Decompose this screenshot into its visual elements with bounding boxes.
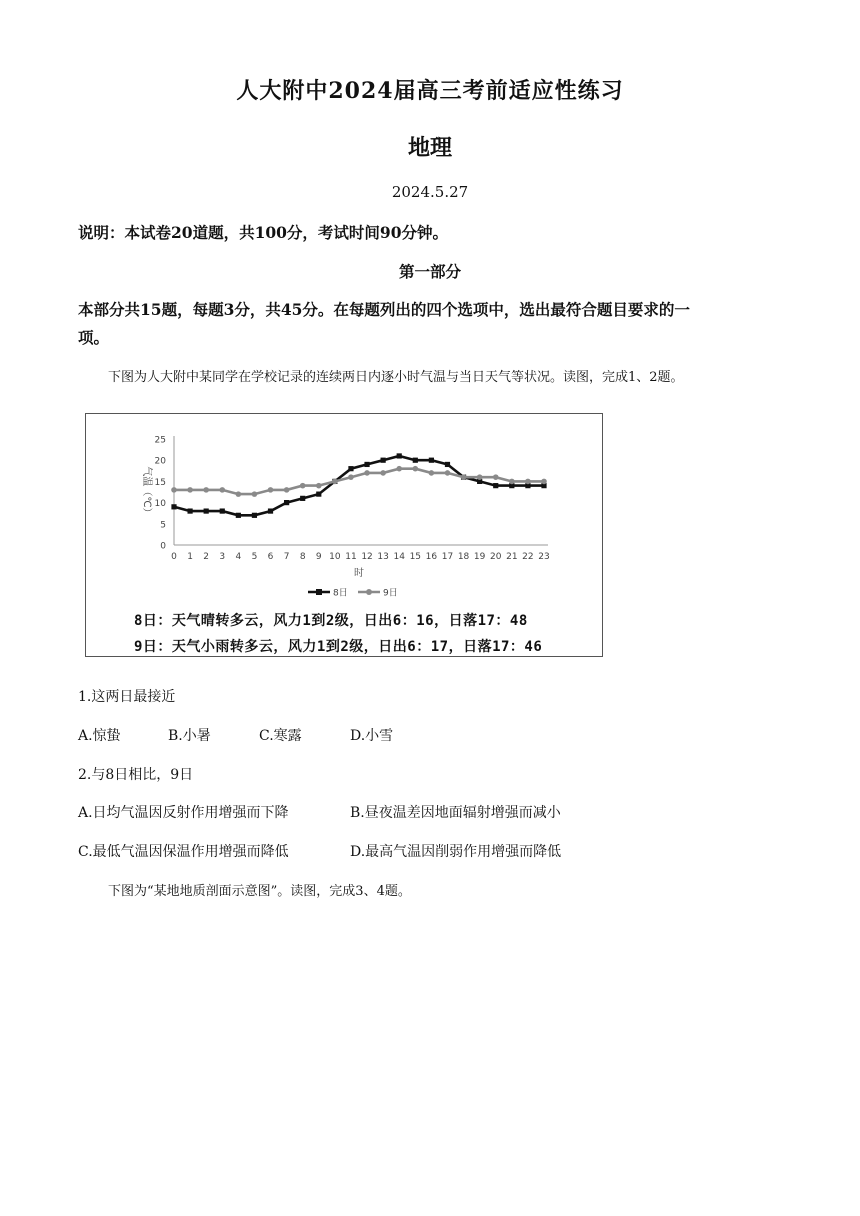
data-point-day8 bbox=[236, 513, 241, 518]
data-point-day9 bbox=[252, 491, 258, 497]
x-tick-label: 10 bbox=[329, 552, 341, 562]
y-tick-label: 20 bbox=[154, 456, 166, 467]
y-tick-label: 10 bbox=[154, 499, 166, 510]
intro-q3-4: 下图为“某地地质剖面示意图”。读图，完成3、4题。 bbox=[108, 884, 411, 899]
data-point-day9 bbox=[380, 470, 386, 476]
y-axis-label: 气温（℃） bbox=[141, 466, 152, 518]
data-point-day9 bbox=[541, 479, 547, 485]
x-tick-label: 1 bbox=[187, 552, 193, 562]
x-tick-label: 15 bbox=[409, 552, 422, 562]
data-point-day8 bbox=[413, 458, 418, 463]
data-point-day9 bbox=[203, 487, 209, 493]
data-point-day8 bbox=[445, 462, 450, 467]
y-tick-label: 5 bbox=[160, 520, 166, 531]
series-line-day9 bbox=[174, 469, 544, 494]
question-2-option-d: D.最高气温因削弱作用增强而降低 bbox=[350, 844, 562, 860]
x-tick-label: 5 bbox=[251, 552, 258, 562]
y-tick-label: 15 bbox=[154, 477, 166, 488]
question-1-option-d: D.小雪 bbox=[350, 728, 394, 744]
data-point-day9 bbox=[413, 466, 419, 472]
temperature-chart bbox=[85, 413, 603, 657]
data-point-day9 bbox=[445, 470, 451, 476]
x-tick-label: 19 bbox=[473, 552, 486, 562]
data-point-day9 bbox=[332, 479, 338, 485]
exam-date: 2024.5.27 bbox=[391, 183, 469, 201]
question-2-option-a: A.日均气温因反射作用增强而下降 bbox=[78, 805, 289, 821]
data-point-day9 bbox=[429, 470, 435, 476]
y-tick-label: 0 bbox=[160, 541, 166, 552]
part-description-line1: 本部分共15题，每题3分，共45分。在每题列出的四个选项中，选出最符合题目要求的一 bbox=[78, 300, 690, 319]
x-tick-label: 18 bbox=[457, 552, 470, 562]
x-tick-label: 6 bbox=[267, 552, 274, 562]
data-point-day9 bbox=[364, 470, 370, 476]
legend-marker bbox=[316, 589, 322, 595]
data-point-day8 bbox=[204, 508, 209, 513]
data-point-day9 bbox=[461, 474, 467, 480]
series-line-day8 bbox=[174, 456, 544, 515]
legend-label: 8日 bbox=[333, 588, 348, 599]
data-point-day9 bbox=[300, 483, 306, 489]
x-tick-label: 8 bbox=[299, 552, 306, 562]
question-2-option-c: C.最低气温因保温作用增强而降低 bbox=[78, 844, 289, 860]
data-point-day8 bbox=[316, 492, 321, 497]
subject-title: 地理 bbox=[407, 135, 452, 161]
x-tick-label: 7 bbox=[283, 552, 290, 562]
data-point-day9 bbox=[348, 474, 354, 480]
weather-note-day8: 8日：天气晴转多云，风力1到2级，日出6：16，日落17：48 bbox=[134, 613, 528, 629]
data-point-day8 bbox=[348, 466, 353, 471]
intro-q1-2: 下图为人大附中某同学在学校记录的连续两日内逐小时气温与当日天气等状况。读图，完成1、2题。 bbox=[108, 370, 684, 385]
x-tick-label: 17 bbox=[441, 552, 454, 562]
data-point-day8 bbox=[300, 496, 305, 501]
data-point-day9 bbox=[396, 466, 402, 472]
x-tick-label: 4 bbox=[235, 552, 242, 562]
part-description-line2: 项。 bbox=[78, 328, 110, 347]
data-point-day8 bbox=[397, 453, 402, 458]
data-point-day9 bbox=[268, 487, 274, 493]
x-tick-label: 13 bbox=[377, 552, 389, 562]
x-tick-label: 3 bbox=[219, 552, 226, 562]
data-point-day8 bbox=[284, 500, 289, 505]
data-point-day9 bbox=[525, 479, 531, 485]
y-tick-label: 25 bbox=[154, 435, 166, 446]
x-tick-label: 23 bbox=[538, 552, 550, 562]
data-point-day9 bbox=[509, 479, 515, 485]
x-tick-label: 20 bbox=[490, 552, 502, 562]
data-point-day9 bbox=[316, 483, 322, 489]
question-1-option-a: A.惊蛰 bbox=[78, 728, 121, 744]
data-point-day8 bbox=[493, 483, 498, 488]
question-1-stem: 1.这两日最接近 bbox=[78, 689, 176, 705]
data-point-day8 bbox=[268, 508, 273, 513]
exam-title: 人大附中2024届高三考前适应性练习 bbox=[236, 78, 624, 104]
legend-marker bbox=[366, 589, 372, 595]
x-tick-label: 12 bbox=[361, 552, 373, 562]
x-tick-label: 16 bbox=[425, 552, 438, 562]
data-point-day8 bbox=[252, 513, 257, 518]
x-axis-label: 时 bbox=[354, 568, 364, 579]
data-point-day9 bbox=[187, 487, 193, 493]
data-point-day8 bbox=[364, 462, 369, 467]
question-1-option-c: C.寒露 bbox=[259, 728, 302, 744]
x-tick-label: 9 bbox=[315, 552, 322, 562]
data-point-day9 bbox=[493, 474, 499, 480]
data-point-day9 bbox=[477, 474, 483, 480]
data-point-day9 bbox=[236, 491, 242, 497]
x-tick-label: 14 bbox=[393, 552, 405, 562]
exam-instructions: 说明：本试卷20道题，共100分，考试时间90分钟。 bbox=[78, 223, 448, 242]
data-point-day9 bbox=[171, 487, 177, 493]
x-tick-label: 22 bbox=[522, 552, 534, 562]
data-point-day8 bbox=[171, 504, 176, 509]
data-point-day8 bbox=[220, 508, 225, 513]
data-point-day9 bbox=[284, 487, 290, 493]
legend-label: 9日 bbox=[383, 588, 398, 599]
data-point-day8 bbox=[429, 458, 434, 463]
data-point-day9 bbox=[219, 487, 225, 493]
question-1-option-b: B.小暑 bbox=[168, 728, 211, 744]
question-2-stem: 2.与8日相比，9日 bbox=[78, 767, 194, 783]
x-tick-label: 2 bbox=[203, 552, 210, 562]
x-tick-label: 11 bbox=[345, 552, 357, 562]
x-tick-label: 21 bbox=[506, 552, 518, 562]
data-point-day8 bbox=[187, 508, 192, 513]
x-tick-label: 0 bbox=[171, 552, 177, 562]
question-2-option-b: B.昼夜温差因地面辐射增强而减小 bbox=[350, 805, 561, 821]
weather-note-day9: 9日：天气小雨转多云，风力1到2级，日出6：17，日落17：46 bbox=[134, 639, 543, 655]
data-point-day8 bbox=[381, 458, 386, 463]
part-title: 第一部分 bbox=[398, 262, 461, 281]
